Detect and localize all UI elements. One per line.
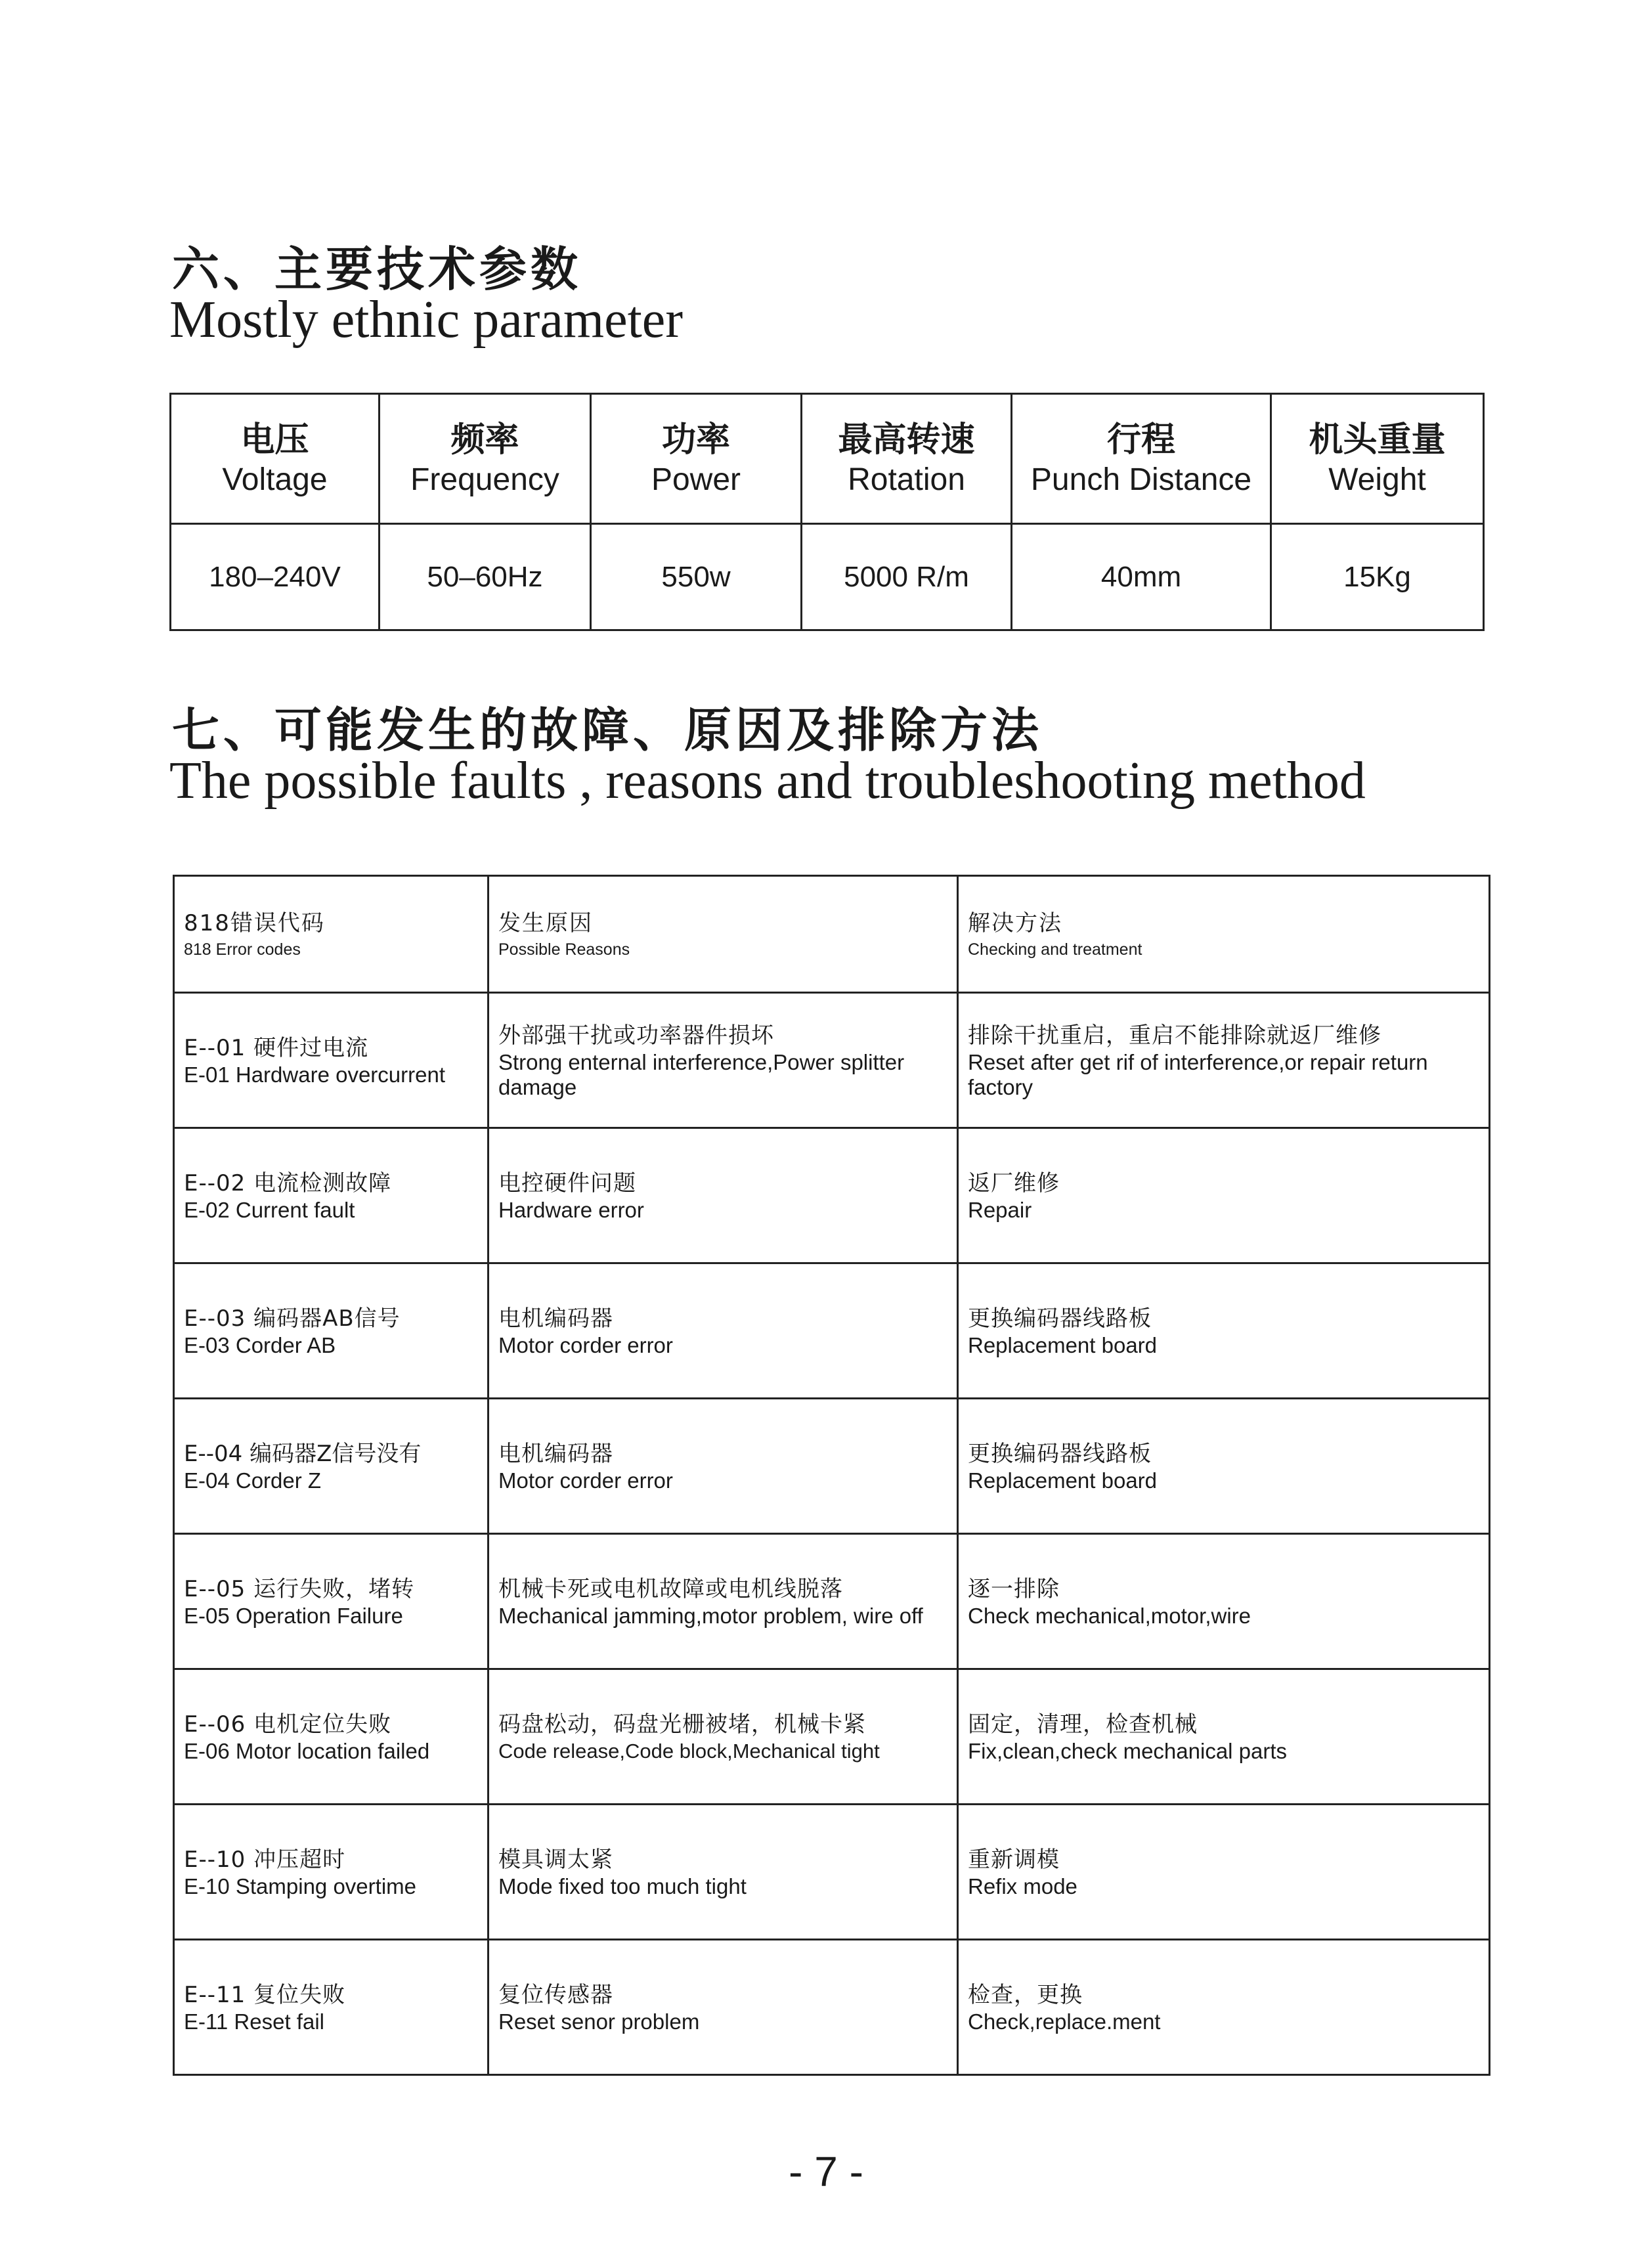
parameter-value-row [171, 524, 1484, 630]
section7-title-en: The possible faults , reasons and troubleshooting method [169, 752, 1366, 810]
param-value-punch-distance: 40mm [1012, 524, 1271, 630]
table-row [174, 1128, 1490, 1263]
fault-reason-cell: 机械卡死或电机故障或电机线脱落 Mechanical jamming,motor problem, wire off [489, 1534, 958, 1669]
fault-code-cell: E--03 编码器AB信号 E-03 Corder AB [174, 1263, 489, 1399]
param-value-rotation: 5000 R/m [802, 524, 1012, 630]
fault-code-cell: E--02 电流检测故障 E-02 Current fault [174, 1128, 489, 1263]
param-value-frequency: 50–60Hz [380, 524, 591, 630]
page-number: - 7 - [789, 2148, 863, 2195]
fault-code-cell: E--01 硬件过电流 E-01 Hardware overcurrent [174, 993, 489, 1128]
faults-table [173, 875, 1490, 2076]
section6-title-cn: 六、主要技术参数 [172, 241, 582, 297]
param-header-weight: 机头重量 Weight [1271, 394, 1484, 524]
param-header-voltage: 电压 Voltage [171, 394, 380, 524]
param-header-power: 功率 Power [591, 394, 802, 524]
fault-fix-cell: 更换编码器线路板 Replacement board [958, 1399, 1490, 1534]
fault-code-cell: E--11 复位失败 E-11 Reset fail [174, 1940, 489, 2075]
faults-header-row [174, 876, 1490, 993]
table-row [174, 1805, 1490, 1940]
faults-header-code: 818错误代码 818 Error codes [174, 876, 489, 993]
table-row [174, 1534, 1490, 1669]
fault-fix-cell: 检查，更换 Check,replace.ment [958, 1940, 1490, 2075]
fault-reason-cell: 电机编码器 Motor corder error [489, 1263, 958, 1399]
fault-fix-cell: 固定，清理，检查机械 Fix,clean,check mechanical parts [958, 1669, 1490, 1805]
param-value-voltage: 180–240V [171, 524, 380, 630]
faults-header-reason: 发生原因 Possible Reasons [489, 876, 958, 993]
fault-reason-cell: 复位传感器 Reset senor problem [489, 1940, 958, 2075]
fault-code-cell: E--06 电机定位失败 E-06 Motor location failed [174, 1669, 489, 1805]
table-row [174, 1669, 1490, 1805]
fault-reason-cell: 电机编码器 Motor corder error [489, 1399, 958, 1534]
fault-reason-cell: 外部强干扰或功率器件损坏 Strong enternal interference,Power splitter damage [489, 993, 958, 1128]
table-row [174, 1263, 1490, 1399]
fault-fix-cell: 排除干扰重启，重启不能排除就返厂维修 Reset after get rif of interference,or repair return factory [958, 993, 1490, 1128]
fault-fix-cell: 重新调模 Refix mode [958, 1805, 1490, 1940]
param-value-power: 550w [591, 524, 802, 630]
param-header-frequency: 频率 Frequency [380, 394, 591, 524]
parameter-header-row [171, 394, 1484, 524]
table-row [174, 1940, 1490, 2075]
section6-title-en: Mostly ethnic parameter [169, 291, 683, 349]
param-value-weight: 15Kg [1271, 524, 1484, 630]
parameter-table [169, 393, 1485, 631]
fault-fix-cell: 逐一排除 Check mechanical,motor,wire [958, 1534, 1490, 1669]
param-header-punch-distance: 行程 Punch Distance [1012, 394, 1271, 524]
fault-fix-cell: 返厂维修 Repair [958, 1128, 1490, 1263]
param-header-rotation: 最高转速 Rotation [802, 394, 1012, 524]
fault-reason-cell: 电控硬件问题 Hardware error [489, 1128, 958, 1263]
table-row [174, 1399, 1490, 1534]
table-row [174, 993, 1490, 1128]
section7-title-cn: 七、可能发生的故障、原因及排除方法 [172, 702, 1043, 758]
fault-reason-cell: 模具调太紧 Mode fixed too much tight [489, 1805, 958, 1940]
fault-reason-cell: 码盘松动，码盘光栅被堵，机械卡紧 Code release,Code block,Mechanical tight [489, 1669, 958, 1805]
faults-header-fix: 解决方法 Checking and treatment [958, 876, 1490, 993]
fault-code-cell: E--10 冲压超时 E-10 Stamping overtime [174, 1805, 489, 1940]
fault-fix-cell: 更换编码器线路板 Replacement board [958, 1263, 1490, 1399]
fault-code-cell: E--04 编码器Z信号没有 E-04 Corder Z [174, 1399, 489, 1534]
fault-code-cell: E--05 运行失败，堵转 E-05 Operation Failure [174, 1534, 489, 1669]
